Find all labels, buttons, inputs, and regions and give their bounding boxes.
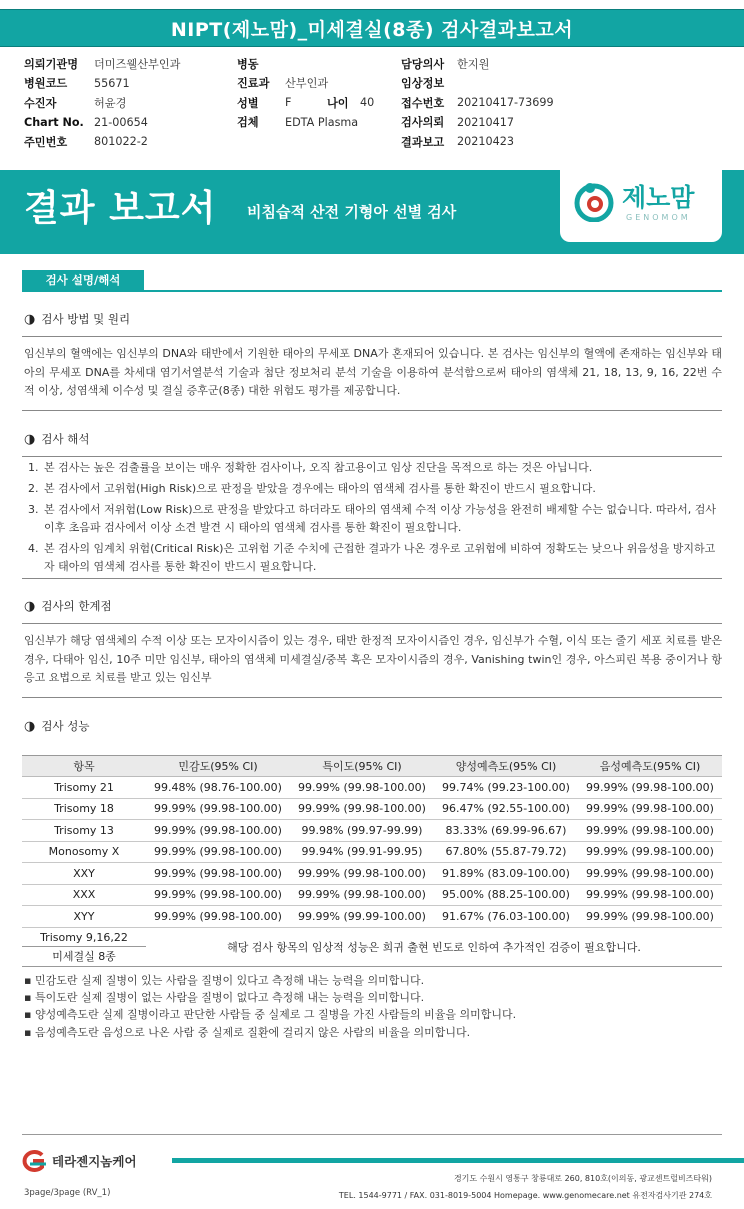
half-circle-icon: ◑ <box>24 598 36 614</box>
limits-heading-text: 검사의 한계점 <box>41 599 112 613</box>
interpretation-heading <box>24 431 89 447</box>
performance-heading-text: 검사 성능 <box>41 719 90 733</box>
genomom-mother-icon <box>573 180 615 222</box>
table-row <box>22 863 722 885</box>
table-cell: Trisomy 18 <box>22 798 146 820</box>
info-value: 21-00654 <box>94 115 148 129</box>
info-label: 접수번호 <box>401 96 445 110</box>
list-text: 본 검사의 임계치 위험(Critical Risk)은 고위험 기준 수치에 근접한 결과가 나온 경우로 고위험에 비하여 정확도는 낮으나 위음성을 방지하고자 태아의 염색체 검사를 통한 확진이 반드시 필요합니다. <box>44 542 716 573</box>
list-number: 1. <box>28 461 39 474</box>
genomom-logo <box>560 170 722 242</box>
info-row <box>237 54 374 74</box>
merged-cell-microdeletion: 미세결실 8종 <box>52 950 116 963</box>
info-row <box>24 54 180 74</box>
info-column-3 <box>401 54 554 152</box>
table-cell: XXX <box>22 884 146 906</box>
table-cell: 83.33% (69.99-96.67) <box>434 820 578 842</box>
table-cell: 99.99% (99.98-100.00) <box>290 798 434 820</box>
table-cell: 99.99% (99.98-100.00) <box>146 798 290 820</box>
section-tab: 검사 설명/해석 <box>22 270 144 290</box>
banner-subtitle: 비침습적 산전 기형아 선별 검사 <box>247 203 457 221</box>
table-cell: 99.99% (99.98-100.00) <box>578 906 722 928</box>
list-item <box>28 459 720 477</box>
info-value: 20210417 <box>457 115 514 129</box>
company-name: 테라젠지놈케어 <box>52 1154 137 1169</box>
list-text: 본 검사에서 저위험(Low Risk)으로 판정을 받았다고 하더라도 태아의 염색체 수적 이상 가능성을 완전히 배제할 수는 없습니다. 따라서, 검사 이후 초음파 검사에서 이상 소견 발견 시 태아의 염색체 검사를 통한 확진이 필요합니다. <box>44 503 717 534</box>
performance-table <box>22 755 722 928</box>
info-label: 성별 <box>237 96 259 110</box>
limits-text: 임신부가 해당 염색체의 수적 이상 또는 모자이시즘이 있는 경우, 태반 한정적 모자이시즘인 경우, 임신부가 수혈, 이식 또는 줄기 세포 치료를 받은 경우, 다태아 임신, 10주 미만 임신부, 태아의 염색체 미세결실/중복 혹은 모자이시즘의 경우, Vanishing twin인 경우, 아스피린 복용 중이거나 항 응고 요법으로 치료를 받고 있는 임신부 <box>24 634 722 684</box>
info-value: 55671 <box>94 76 130 90</box>
column-header: 양성예측도(95% CI) <box>434 756 578 777</box>
table-cell: 99.99% (99.98-100.00) <box>578 841 722 863</box>
table-cell: 67.80% (55.87-79.72) <box>434 841 578 863</box>
list-item <box>28 501 720 537</box>
info-value: 허윤경 <box>94 96 127 110</box>
definition-item: ▪ 양성예측도란 실제 질병이라고 판단한 사람들 중 실제로 그 질병을 가진 사람들의 비율을 의미합니다. <box>24 1008 517 1022</box>
result-banner <box>0 170 744 254</box>
info-column-1 <box>24 54 180 152</box>
column-header: 항목 <box>22 756 146 777</box>
definitions-list <box>24 972 516 1041</box>
info-row <box>24 74 180 94</box>
definition-item: ▪ 민감도란 실제 질병이 있는 사람을 질병이 있다고 측정해 내는 능력을 의미합니다. <box>24 974 425 987</box>
table-cell: 99.99% (99.98-100.00) <box>146 884 290 906</box>
list-item <box>28 540 720 576</box>
interpretation-heading-text: 검사 해석 <box>41 432 90 446</box>
footer-address: 경기도 수원시 영통구 창룡대로 260, 810호(이의동, 광교센트럴비즈타워) <box>453 1174 712 1183</box>
info-row <box>24 93 180 113</box>
table-cell: 96.47% (92.55-100.00) <box>434 798 578 820</box>
merged-note: 해당 검사 항목의 임상적 성능은 희귀 출현 빈도로 인하여 추가적인 검증이 필요합니다. <box>227 941 641 954</box>
table-cell: Trisomy 21 <box>22 777 146 799</box>
theragen-g-icon <box>18 1150 48 1172</box>
footer-accent-bar <box>172 1158 744 1163</box>
info-value: 산부인과 <box>285 77 329 91</box>
report-title-bar <box>0 9 744 47</box>
column-header: 음성예측도(95% CI) <box>578 756 722 777</box>
table-cell: 91.67% (76.03-100.00) <box>434 906 578 928</box>
interpretation-list <box>28 459 720 579</box>
list-text: 본 검사는 높은 검출률을 보이는 매우 정확한 검사이나, 오직 참고용이고 임상 진단을 목적으로 하는 것은 아닙니다. <box>44 461 593 474</box>
list-text: 본 검사에서 고위험(High Risk)으로 판정을 받았을 경우에는 태아의 염색체 검사를 통한 확진이 반드시 필요합니다. <box>44 482 596 495</box>
table-cell: 99.99% (99.98-100.00) <box>146 841 290 863</box>
info-value: EDTA Plasma <box>285 115 359 129</box>
info-row <box>237 74 374 94</box>
list-number: 3. <box>28 503 39 516</box>
table-cell: 99.48% (98.76-100.00) <box>146 777 290 799</box>
table-cell: 99.99% (99.99-100.00) <box>290 906 434 928</box>
info-value: 한지원 <box>457 57 490 71</box>
report-title: NIPT(제노맘)_미세결실(8종) 검사결과보고서 <box>170 18 574 41</box>
table-row <box>22 777 722 799</box>
column-header: 민감도(95% CI) <box>146 756 290 777</box>
table-row <box>22 884 722 906</box>
half-circle-icon: ◑ <box>24 718 36 734</box>
divider <box>22 1134 722 1135</box>
table-cell: 99.94% (99.91-99.95) <box>290 841 434 863</box>
table-row <box>22 906 722 928</box>
half-circle-icon: ◑ <box>24 311 36 327</box>
age-label: 나이 <box>327 96 349 110</box>
table-cell: 99.99% (99.98-100.00) <box>578 798 722 820</box>
info-label: 의뢰기관명 <box>24 57 79 71</box>
divider <box>22 966 722 967</box>
footer-address-block <box>339 1170 712 1204</box>
table-cell: 99.99% (99.98-100.00) <box>290 777 434 799</box>
divider <box>22 336 722 337</box>
info-label: 검사의뢰 <box>401 116 445 130</box>
table-cell: 91.89% (83.09-100.00) <box>434 863 578 885</box>
info-label: 수진자 <box>24 96 57 110</box>
half-circle-icon: ◑ <box>24 431 36 447</box>
info-label: 결과보고 <box>401 135 445 149</box>
info-value: 801022-2 <box>94 135 148 149</box>
table-cell: 99.98% (99.97-99.99) <box>290 820 434 842</box>
info-row <box>24 113 180 133</box>
table-cell: Monosomy X <box>22 841 146 863</box>
info-row <box>401 74 554 94</box>
info-label: Chart No. <box>24 115 84 129</box>
divider <box>22 578 722 579</box>
table-cell: 99.99% (99.98-100.00) <box>578 820 722 842</box>
age-value: 40 <box>360 96 375 110</box>
table-cell: 99.99% (99.98-100.00) <box>146 863 290 885</box>
table-cell: 95.00% (88.25-100.00) <box>434 884 578 906</box>
table-cell: 99.99% (99.98-100.00) <box>290 863 434 885</box>
method-text: 임신부의 혈액에는 임신부의 DNA와 태반에서 기원한 태아의 무세포 DNA가 혼재되어 있습니다. 본 검사는 임신부의 혈액에 존재하는 임신부와 태아의 무세포 DNA를 차세대 염기서열분석 기술과 첨단 정보처리 분석 기술을 이용하여 분석함으로써 태아의 염색체 21, 18, 13, 9, 16, 22번 수적 이상, 성염색체 이수성 및 결실 증후군(8종) 대한 위험도 평가를 제공합니다. <box>24 347 722 397</box>
banner-title: 결과 보고서 <box>24 188 217 229</box>
table-cell: 99.99% (99.98-100.00) <box>290 884 434 906</box>
performance-heading <box>24 718 89 734</box>
page-number: 3page/3page (RV_1) <box>24 1188 111 1198</box>
company-logo <box>18 1150 137 1172</box>
table-row <box>22 820 722 842</box>
divider <box>22 456 722 457</box>
limits-heading <box>24 598 112 614</box>
definition-item: ▪ 특이도란 실제 질병이 없는 사람을 질병이 없다고 측정해 내는 능력을 의미합니다. <box>24 991 425 1005</box>
list-number: 4. <box>28 542 39 555</box>
info-value: F <box>285 96 292 110</box>
info-label: 임상정보 <box>401 77 445 91</box>
info-row <box>401 93 554 113</box>
table-row <box>22 798 722 820</box>
info-value: 20210417-73699 <box>457 96 554 110</box>
table-cell: XXY <box>22 863 146 885</box>
info-label: 검체 <box>237 116 259 130</box>
list-item <box>28 480 720 498</box>
section-header <box>22 270 722 292</box>
info-row <box>24 132 180 152</box>
info-row <box>401 54 554 74</box>
table-cell: 99.99% (99.98-100.00) <box>578 777 722 799</box>
info-row <box>401 132 554 152</box>
merged-cell-trisomy: Trisomy 9,16,22 <box>22 928 146 947</box>
brand-name: 제노맘 <box>622 183 695 212</box>
table-cell: 99.99% (99.98-100.00) <box>146 820 290 842</box>
column-header: 특이도(95% CI) <box>290 756 434 777</box>
info-column-2 <box>237 54 374 132</box>
divider <box>22 623 722 624</box>
info-row <box>237 93 374 113</box>
info-label: 진료과 <box>237 77 270 91</box>
info-row <box>401 113 554 133</box>
info-value: 20210423 <box>457 135 514 149</box>
table-cell: 99.99% (99.98-100.00) <box>578 863 722 885</box>
info-value: 더미즈웰산부인과 <box>94 57 181 71</box>
table-cell: Trisomy 13 <box>22 820 146 842</box>
table-row <box>22 841 722 863</box>
brand-sub: GENOMOM <box>626 213 691 222</box>
table-cell: 99.99% (99.98-100.00) <box>578 884 722 906</box>
table-cell: XYY <box>22 906 146 928</box>
table-header-row <box>22 756 722 777</box>
list-number: 2. <box>28 482 39 495</box>
info-label: 병원코드 <box>24 77 68 91</box>
method-heading <box>24 311 130 327</box>
method-heading-text: 검사 방법 및 원리 <box>41 312 131 326</box>
table-cell: 99.99% (99.98-100.00) <box>146 906 290 928</box>
merged-row <box>22 928 722 966</box>
divider <box>22 697 722 698</box>
info-label: 담당의사 <box>401 57 445 71</box>
info-row <box>237 113 374 133</box>
info-label: 병동 <box>237 57 259 71</box>
divider <box>22 410 722 411</box>
definition-item: ▪ 음성예측도란 음성으로 나온 사람 중 실제로 질환에 걸리지 않은 사람의 비율을 의미합니다. <box>24 1025 471 1039</box>
footer-contact: TEL. 1544-9771 / FAX. 031-8019-5004 Homepage. www.genomecare.net 유전자검사기관 274호 <box>338 1191 712 1200</box>
info-label: 주민번호 <box>24 135 68 149</box>
table-cell: 99.74% (99.23-100.00) <box>434 777 578 799</box>
